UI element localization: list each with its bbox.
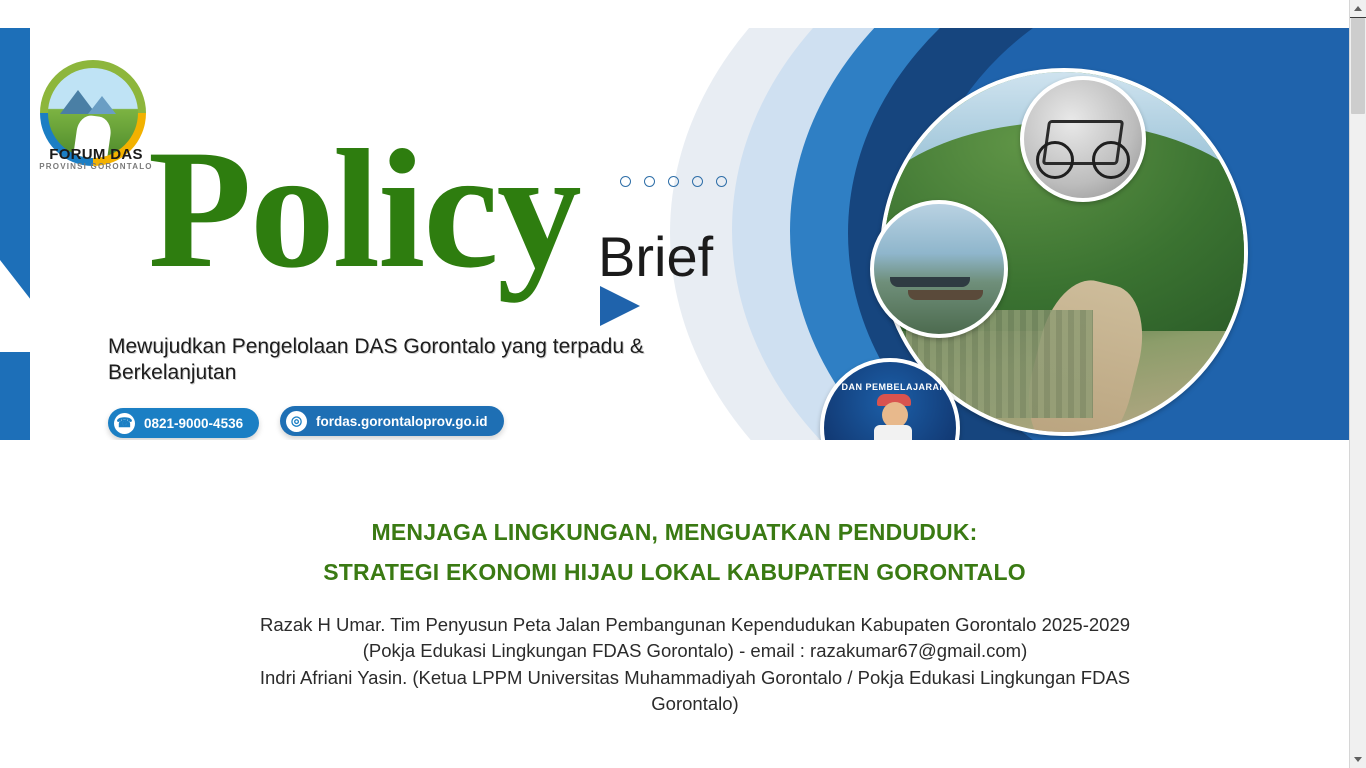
- logo-name-primary: FORUM DAS: [49, 146, 143, 163]
- decor-dot: [668, 176, 679, 187]
- vertical-scrollbar[interactable]: [1349, 0, 1366, 768]
- phone-icon: ☎: [114, 413, 135, 434]
- banner-headline-sub: Brief: [598, 225, 714, 288]
- decor-dot: [692, 176, 703, 187]
- contact-website-pill[interactable]: [280, 406, 504, 436]
- bicycle-wheel-right: [1092, 141, 1130, 179]
- kid-body: [874, 425, 912, 440]
- scroll-down-icon: [1354, 757, 1362, 762]
- author-line-4: Gorontalo): [651, 693, 739, 715]
- logo-inner-scene: [48, 68, 138, 158]
- contact-website-label: fordas.gorontaloprov.go.id: [316, 413, 488, 429]
- contact-phone-pill[interactable]: [108, 408, 259, 438]
- document-title-block: [0, 512, 1349, 593]
- mountain-secondary-icon: [88, 96, 116, 114]
- policy-brief-banner: [0, 28, 1349, 440]
- author-line-1: Razak H Umar. Tim Penyusun Peta Jalan Pembangunan Kependudukan Kabupaten Gorontalo 2025-2029: [259, 614, 1131, 635]
- document-title-line-1: MENJAGA LINGKUNGAN, MENGUATKAN PENDUDUK:: [371, 519, 978, 545]
- document-title-line-2: STRATEGI EKONOMI HIJAU LOKAL KABUPATEN GORONTALO: [323, 559, 1026, 586]
- document-authors-block: [120, 612, 1270, 718]
- logo-name-secondary: PROVINSI GORONTALO: [39, 162, 153, 171]
- decor-dots: [620, 176, 727, 187]
- globe-icon: ◎: [286, 411, 307, 432]
- kid-head: [882, 402, 908, 428]
- author-line-2: (Pokja Edukasi Lingkungan FDAS Gorontalo) - email : razakumar67@gmail.com): [362, 640, 1028, 662]
- decor-dot: [716, 176, 727, 187]
- author-line-3: Indri Afriani Yasin. (Ketua LPPM Universitas Muhammadiyah Gorontalo / Pokja Edukasi Lingkungan FDAS: [259, 666, 1131, 688]
- play-triangle-icon: [600, 286, 640, 326]
- scrollbar-thumb[interactable]: [1351, 18, 1365, 114]
- scroll-down-button[interactable]: [1350, 751, 1366, 768]
- banner-tagline: Mewujudkan Pengelolaan DAS Gorontalo yang terpadu & Berkelanjutan: [108, 335, 644, 384]
- boat-hull-a: [890, 277, 971, 287]
- decor-dot: [644, 176, 655, 187]
- scroll-up-button[interactable]: [1350, 0, 1366, 17]
- bicycle-photo: [1020, 76, 1146, 202]
- contact-phone-label: 0821-9000-4536: [144, 415, 244, 431]
- decor-dot: [620, 176, 631, 187]
- scroll-up-icon: [1354, 6, 1362, 11]
- left-blue-bar: [0, 28, 30, 440]
- forum-das-logo: [40, 60, 152, 172]
- bicycle-wheel-left: [1036, 141, 1074, 179]
- fishing-boats-photo: [870, 200, 1008, 338]
- boat-hull-b: [908, 290, 983, 300]
- education-photo-caption: DAN PEMBELAJARAN: [841, 382, 947, 392]
- banner-headline-main: Policy: [148, 115, 580, 303]
